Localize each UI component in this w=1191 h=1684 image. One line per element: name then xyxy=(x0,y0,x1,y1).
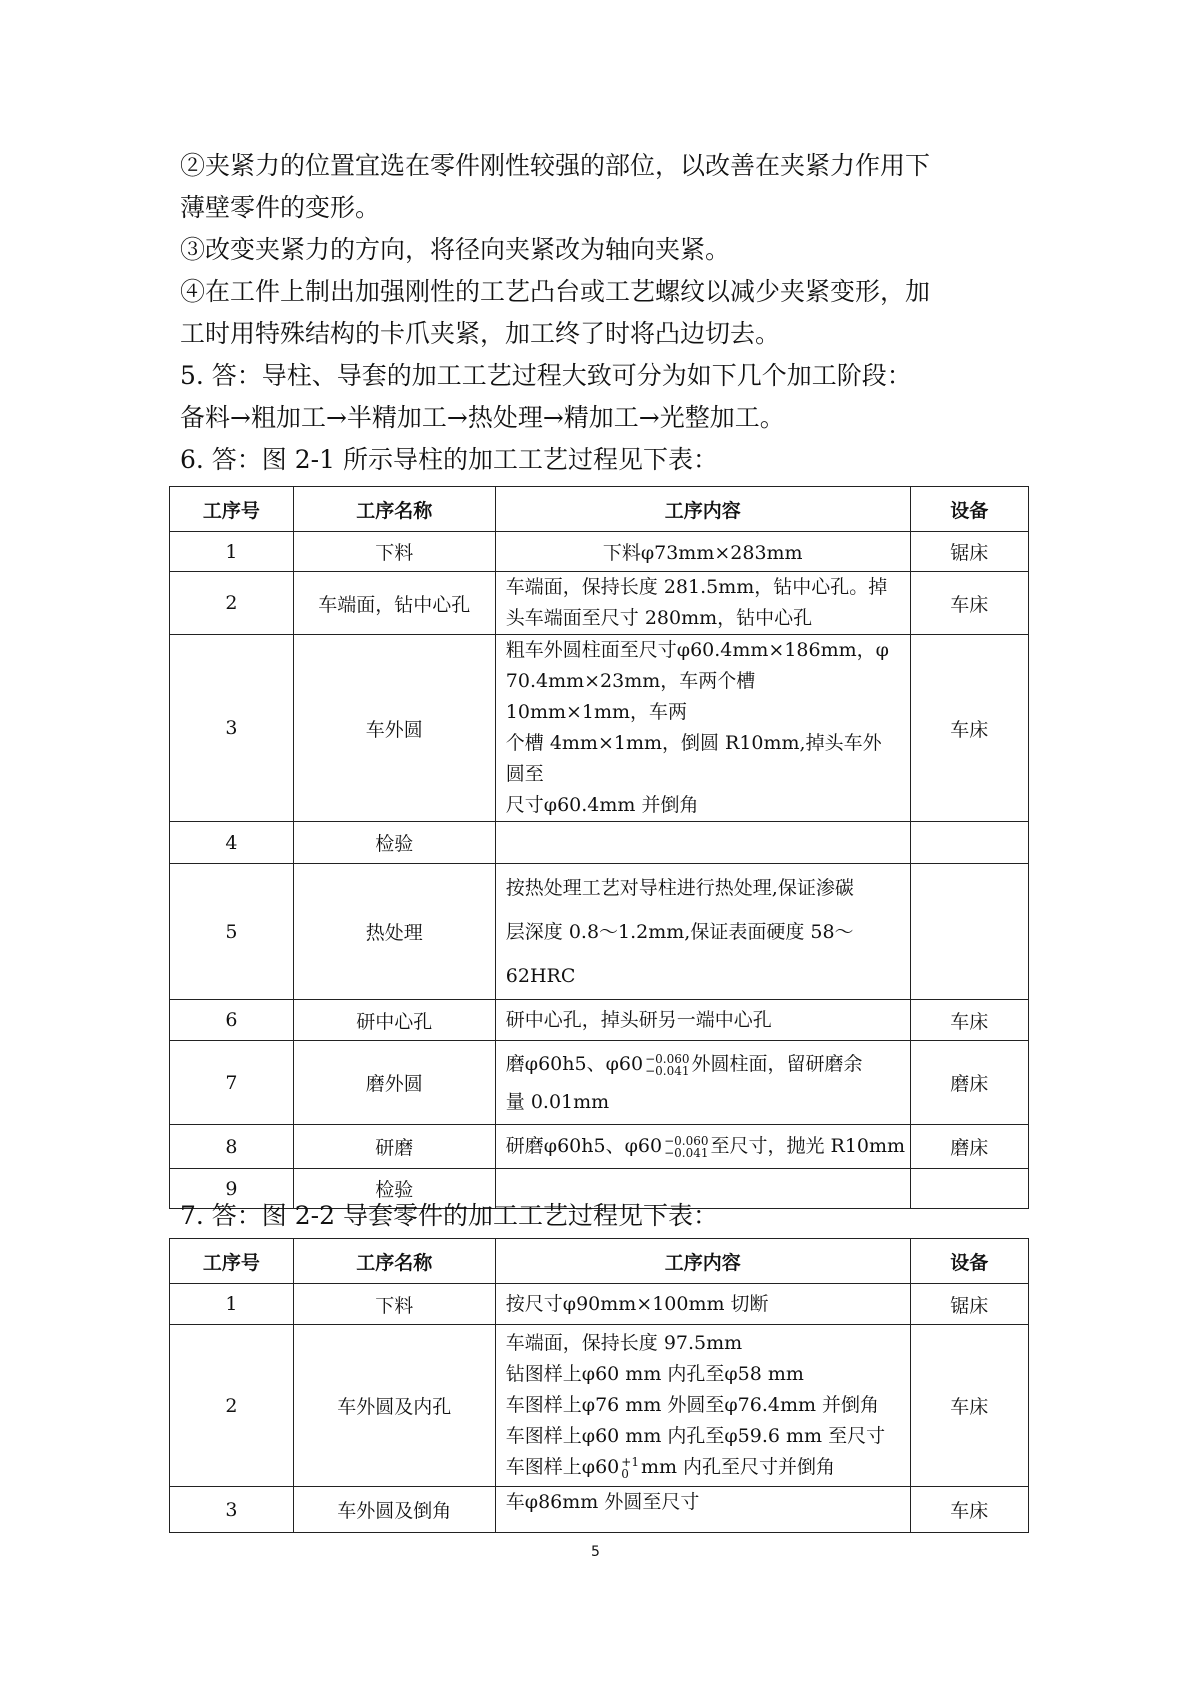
step-name: 下料 xyxy=(293,1284,495,1325)
step-no: 9 xyxy=(170,1169,294,1209)
step-no: 3 xyxy=(170,1487,294,1533)
table-row xyxy=(170,1000,1029,1041)
step-content xyxy=(495,822,910,864)
step-no: 2 xyxy=(170,572,294,635)
table-row xyxy=(170,1041,1029,1125)
tolerance-lower: −0.041 xyxy=(645,1063,690,1078)
equipment: 磨床 xyxy=(910,1125,1028,1169)
equipment: 车床 xyxy=(910,1325,1028,1487)
step-content: 按尺寸φ90mm×100mm 切断 xyxy=(495,1284,910,1325)
paragraph: ②夹紧力的位置宜选在零件刚性较强的部位，以改善在夹紧力作用下 xyxy=(180,151,931,180)
header-step-content: 工序内容 xyxy=(495,487,910,532)
equipment: 锯床 xyxy=(910,532,1028,572)
content-text: 至尺寸，抛光 R10mm xyxy=(710,1135,906,1157)
step-no: 7 xyxy=(170,1041,294,1125)
content-line: 量 0.01mm xyxy=(505,1090,610,1113)
equipment: 车床 xyxy=(910,1487,1028,1533)
content-text: 外圆柱面，留研磨余 xyxy=(691,1052,863,1075)
table-row xyxy=(170,532,1029,572)
header-equipment: 设备 xyxy=(910,487,1028,532)
header-step-name: 工序名称 xyxy=(293,487,495,532)
step-no: 8 xyxy=(170,1125,294,1169)
step-no: 4 xyxy=(170,822,294,864)
equipment: 磨床 xyxy=(910,1041,1028,1125)
content-line: 70.4mm×23mm，车两个槽 10mm×1mm，车两 xyxy=(505,670,756,723)
table-row xyxy=(170,822,1029,864)
content-text: 车图样上φ60 xyxy=(505,1456,620,1478)
header-step-content: 工序内容 xyxy=(495,1239,910,1284)
paragraph: 薄壁零件的变形。 xyxy=(180,193,381,222)
step-no: 3 xyxy=(170,635,294,822)
paragraph: 备料→粗加工→半精加工→热处理→精加工→光整加工。 xyxy=(180,403,785,432)
content-line: 钻图样上φ60 mm 内孔至φ58 mm xyxy=(505,1363,804,1385)
table-row xyxy=(170,1325,1029,1487)
step-name: 研中心孔 xyxy=(293,1000,495,1041)
step-name: 车外圆 xyxy=(293,635,495,822)
content-line: 个槽 4mm×1mm，倒圆 R10mm,掉头车外圆至 xyxy=(505,732,882,785)
equipment: 车床 xyxy=(910,635,1028,822)
tolerance xyxy=(664,1135,708,1159)
step-name: 车外圆及倒角 xyxy=(293,1487,495,1533)
content-line: 车端面，保持长度 281.5mm，钻中心孔。掉 xyxy=(505,576,888,598)
body-text xyxy=(180,145,1030,481)
step-content xyxy=(495,635,910,822)
content-line: 车端面，保持长度 97.5mm xyxy=(505,1332,743,1354)
content-line: 头车端面至尺寸 280mm，钻中心孔 xyxy=(505,607,813,629)
step-no: 5 xyxy=(170,864,294,1000)
table-row xyxy=(170,572,1029,635)
content-text: 磨φ60h5、φ60 xyxy=(505,1052,644,1075)
step-name: 磨外圆 xyxy=(293,1041,495,1125)
content-line: 尺寸φ60.4mm 并倒角 xyxy=(505,794,699,816)
table2-caption: 7. 答：图 2-2 导套零件的加工工艺过程见下表： xyxy=(180,1201,718,1230)
tolerance xyxy=(645,1053,689,1077)
equipment: 锯床 xyxy=(910,1284,1028,1325)
tolerance-upper: +1 xyxy=(621,1455,639,1469)
content-line: 62HRC xyxy=(505,964,576,987)
header-step-no: 工序号 xyxy=(170,1239,294,1284)
step-name: 车端面，钻中心孔 xyxy=(293,572,495,635)
equipment xyxy=(910,822,1028,864)
tolerance-lower: 0 xyxy=(621,1467,629,1481)
step-no: 1 xyxy=(170,532,294,572)
step-name: 研磨 xyxy=(293,1125,495,1169)
equipment xyxy=(910,1169,1028,1209)
table-row xyxy=(170,635,1029,822)
step-content xyxy=(495,1041,910,1125)
step-content xyxy=(495,1325,910,1487)
table-row xyxy=(170,864,1029,1000)
equipment xyxy=(910,864,1028,1000)
paragraph: ④在工件上制出加强刚性的工艺凸台或工艺螺纹以减少夹紧变形，加 xyxy=(180,277,931,306)
content-line xyxy=(506,1045,900,1083)
header-step-no: 工序号 xyxy=(170,487,294,532)
step-name: 热处理 xyxy=(293,864,495,1000)
step-name: 下料 xyxy=(293,532,495,572)
paragraph: 工时用特殊结构的卡爪夹紧，加工终了时将凸边切去。 xyxy=(180,319,781,348)
equipment: 车床 xyxy=(910,1000,1028,1041)
step-name: 检验 xyxy=(293,1169,495,1209)
step-no: 2 xyxy=(170,1325,294,1487)
table-row xyxy=(170,1284,1029,1325)
content-text: 研磨φ60h5、φ60 xyxy=(505,1135,663,1157)
table-header-row xyxy=(170,487,1029,532)
content-line: 层深度 0.8～1.2mm,保证表面硬度 58～ xyxy=(505,920,854,943)
tolerance xyxy=(621,1456,639,1480)
step-content xyxy=(495,572,910,635)
content-line: 粗车外圆柱面至尺寸φ60.4mm×186mm，φ xyxy=(505,639,889,661)
step-name: 车外圆及内孔 xyxy=(293,1325,495,1487)
guide-post-process-table xyxy=(169,486,1029,1209)
table-header-row xyxy=(170,1239,1029,1284)
page-number: 5 xyxy=(591,1544,600,1560)
paragraph: ③改变夹紧力的方向，将径向夹紧改为轴向夹紧。 xyxy=(180,235,731,264)
table-row xyxy=(170,1125,1029,1169)
content-line: 按热处理工艺对导柱进行热处理,保证渗碳 xyxy=(505,876,854,899)
step-content xyxy=(495,1125,910,1169)
step-name: 检验 xyxy=(293,822,495,864)
table1-caption: 6. 答：图 2-1 所示导柱的加工工艺过程见下表： xyxy=(180,445,718,474)
tolerance-lower: −0.041 xyxy=(664,1146,709,1160)
paragraph: 5. 答：导柱、导套的加工工艺过程大致可分为如下几个加工阶段： xyxy=(180,361,912,390)
step-no: 6 xyxy=(170,1000,294,1041)
header-step-name: 工序名称 xyxy=(293,1239,495,1284)
table-row xyxy=(170,1487,1029,1533)
content-line xyxy=(506,1452,900,1483)
content-text: mm 内孔至尺寸并倒角 xyxy=(640,1456,836,1478)
step-content xyxy=(495,864,910,1000)
step-content: 研中心孔，掉头研另一端中心孔 xyxy=(495,1000,910,1041)
step-no: 1 xyxy=(170,1284,294,1325)
header-equipment: 设备 xyxy=(910,1239,1028,1284)
content-line: 车图样上φ60 mm 内孔至φ59.6 mm 至尺寸 xyxy=(505,1425,886,1447)
content-line: 车图样上φ76 mm 外圆至φ76.4mm 并倒角 xyxy=(505,1394,880,1416)
equipment: 车床 xyxy=(910,572,1028,635)
step-content: 下料φ73mm×283mm xyxy=(495,532,910,572)
step-content: 车φ86mm 外圆至尺寸 xyxy=(495,1487,910,1533)
tolerance-upper: −0.060 xyxy=(664,1134,709,1148)
guide-sleeve-process-table xyxy=(169,1238,1029,1533)
tolerance-upper: −0.060 xyxy=(645,1051,690,1066)
